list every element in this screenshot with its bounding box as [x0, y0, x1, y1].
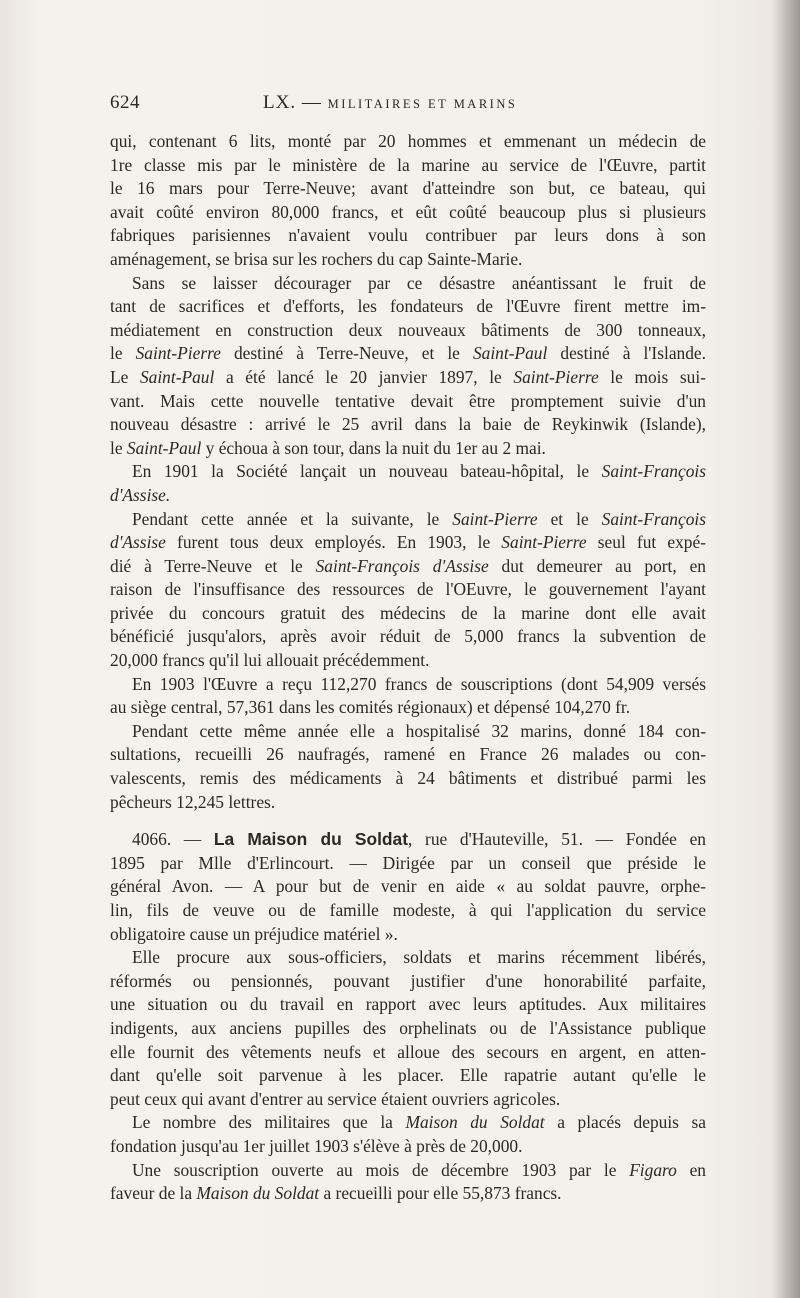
text-line: qui, contenant 6 lits, monté par 20 hommes et emmenant un médecin de: [110, 131, 706, 151]
text-line: avait coûté environ 80,000 francs, et eût coûté beaucoup plus si plusieurs: [110, 201, 706, 222]
text-line: le Saint-Pierre destiné à Terre-Neuve, et le Saint-Paul destiné à l'Islande.: [110, 343, 706, 364]
ship-name: Saint-François d'Assise: [315, 555, 489, 576]
ship-name: Saint-François: [601, 508, 706, 529]
text-line: le 16 mars pour Terre-Neuve; avant d'atteindre son but, ce bateau, qui: [110, 178, 706, 199]
text-line: Pendant cette même année elle a hospitalisé 32 marins, donné 184 con-: [132, 720, 706, 741]
text-line: Une souscription ouverte au mois de décembre 1903 par le Figaro en: [132, 1159, 707, 1180]
text-line: aménagement, se brisa sur les rochers du cap Sainte-Marie.: [110, 248, 523, 269]
body-text: [110, 130, 706, 1206]
paragraph-5: [110, 673, 706, 720]
entry-number: 4066.: [132, 829, 172, 850]
text-line: médiatement en construction deux nouveaux bâtiments de 300 tonneaux,: [110, 319, 706, 340]
ship-name: Saint-Paul: [139, 366, 215, 387]
text-line: sultations, recueilli 26 naufragés, ramené en France 26 malades ou con-: [110, 744, 706, 765]
text-line: privée du concours gratuit des médecins de la marine dont elle avait: [110, 602, 706, 623]
paragraph-3: [110, 460, 706, 507]
text-line: fondation jusqu'au 1er juillet 1903 s'élève à près de 20,000.: [110, 1135, 523, 1156]
text-line: [110, 484, 706, 508]
text-line: Elle procure aux sous-officiers, soldats et marins récemment libérés,: [132, 947, 706, 968]
text-line: 1895 par Mlle d'Erlincourt. — Dirigée par un conseil que préside le: [110, 852, 706, 873]
text-line: lin, fils de veuve ou de famille modeste, à qui l'application du service: [110, 900, 706, 920]
ship-name: d'Assise: [110, 532, 166, 553]
text-line: 1re classe mis par le ministère de la marine au service de l'Œuvre, partit: [110, 154, 706, 175]
text-line: Pendant cette année et la suivante, le Saint-Pierre et le Saint-François: [132, 508, 706, 529]
text-line: faveur de la Maison du Soldat a recueilli pour elle 55,873 francs.: [110, 1183, 562, 1204]
page-header: [110, 92, 706, 118]
section-gap: [110, 814, 706, 828]
paragraph-8: [110, 946, 706, 1111]
text-line: fabriques parisiennes n'avaient voulu contribuer par leurs dons à son: [110, 225, 706, 246]
text-line: 20,000 francs qu'il lui allouait précédemment.: [110, 650, 430, 671]
text-line: d'Assise furent tous deux employés. En 1903, le Saint-Pierre seul fut expé-: [110, 532, 706, 553]
ship-name: Saint-Paul: [472, 343, 548, 364]
text-line: indigents, aux anciens pupilles des orphelinats ou de l'Assistance publique: [110, 1017, 706, 1038]
text-line: 4066. — La Maison du Soldat, rue d'Hauteville, 51. — Fondée en: [132, 829, 706, 850]
paragraph-4: [110, 508, 706, 673]
ship-name: Saint-Pierre: [501, 532, 587, 553]
page-spine-shadow: [774, 0, 800, 1298]
organization-name: Maison du Soldat: [405, 1112, 545, 1133]
paragraph-2: [110, 272, 706, 461]
text-line: une situation ou du travail en rapport avec leurs aptitudes. Aux militaires: [110, 994, 706, 1015]
running-head: [263, 92, 517, 114]
text-line: Sans se laisser décourager par ce désastre anéantissant le fruit de: [132, 272, 706, 293]
text-line: obligatoire cause un préjudice matériel ».: [110, 923, 398, 944]
text-line: raison de l'insuffisance des ressources de l'OEuvre, le gouvernement l'ayant: [110, 579, 706, 600]
paragraph-9: [110, 1111, 706, 1158]
text-line: dant qu'elle soit parvenue à les placer. Elle rapatrie autant qu'elle le: [110, 1065, 706, 1086]
text-line: au siège central, 57,361 dans les comités régionaux) et dépensé 104,270 fr.: [110, 697, 631, 718]
text-line: vant. Mais cette nouvelle tentative devait être promptement suivie d'un: [110, 390, 706, 411]
text-line: Le nombre des militaires que la Maison du Soldat a placés depuis sa: [132, 1112, 707, 1133]
entry-4066: [110, 828, 706, 946]
text-line: elle fournit des vêtements neufs et alloue des secours en argent, en atten-: [110, 1041, 706, 1062]
header-dash: —: [301, 92, 322, 113]
paragraph-1: [110, 130, 706, 272]
text-line: peut ceux qui avant d'entrer au service étaient ouvriers agricoles.: [110, 1088, 561, 1109]
text-line: Le Saint-Paul a été lancé le 20 janvier 1897, le Saint-Pierre le mois sui-: [110, 366, 706, 387]
newspaper-name: Figaro: [629, 1159, 677, 1180]
organization-name: Maison du Soldat: [196, 1183, 320, 1204]
text-line: pêcheurs 12,245 lettres.: [110, 791, 276, 812]
text-line: général Avon. — A pour but de venir en aide « au soldat pauvre, orphe-: [110, 876, 706, 897]
text-line: valescents, remis des médicaments à 24 bâtiments et distribué parmi les: [110, 768, 706, 789]
ship-name: d'Assise.: [110, 484, 171, 505]
paragraph-10: [110, 1159, 706, 1206]
ship-name: Saint-Pierre: [135, 343, 221, 364]
ship-name: Saint-François: [601, 461, 706, 482]
text-line: réformés ou pensionnés, pouvant justifier d'une honorabilité parfaite,: [110, 970, 706, 991]
entry-title: La Maison du Soldat: [213, 829, 408, 850]
page-number: 624: [110, 92, 140, 113]
text-line: tant de sacrifices et d'efforts, les fondateurs de l'Œuvre firent mettre im-: [110, 296, 706, 317]
text-line: En 1903 l'Œuvre a reçu 112,270 francs de souscriptions (dont 54,909 versés: [132, 673, 706, 694]
section-number: LX.: [263, 92, 297, 113]
text-line: bénéficié jusqu'alors, après avoir réduit de 5,000 francs la subvention de: [110, 626, 706, 647]
section-subject: MILITAIRES ET MARINS: [327, 97, 518, 111]
text-line: nouveau désastre : arrivé le 25 avril dans la baie de Reykinwik (Islande),: [110, 414, 706, 435]
ship-name: Saint-Paul: [126, 437, 202, 458]
paragraph-6: [110, 720, 706, 814]
ship-name: Saint-Pierre: [452, 508, 538, 529]
text-line: En 1901 la Société lançait un nouveau bateau-hôpital, le Saint-François: [132, 461, 706, 482]
ship-name: Saint-Pierre: [513, 366, 599, 387]
text-line: le Saint-Paul y échoua à son tour, dans la nuit du 1er au 2 mai.: [110, 437, 546, 458]
text-line: dié à Terre-Neuve et le Saint-François d'Assise dut demeurer au port, en: [110, 555, 706, 576]
